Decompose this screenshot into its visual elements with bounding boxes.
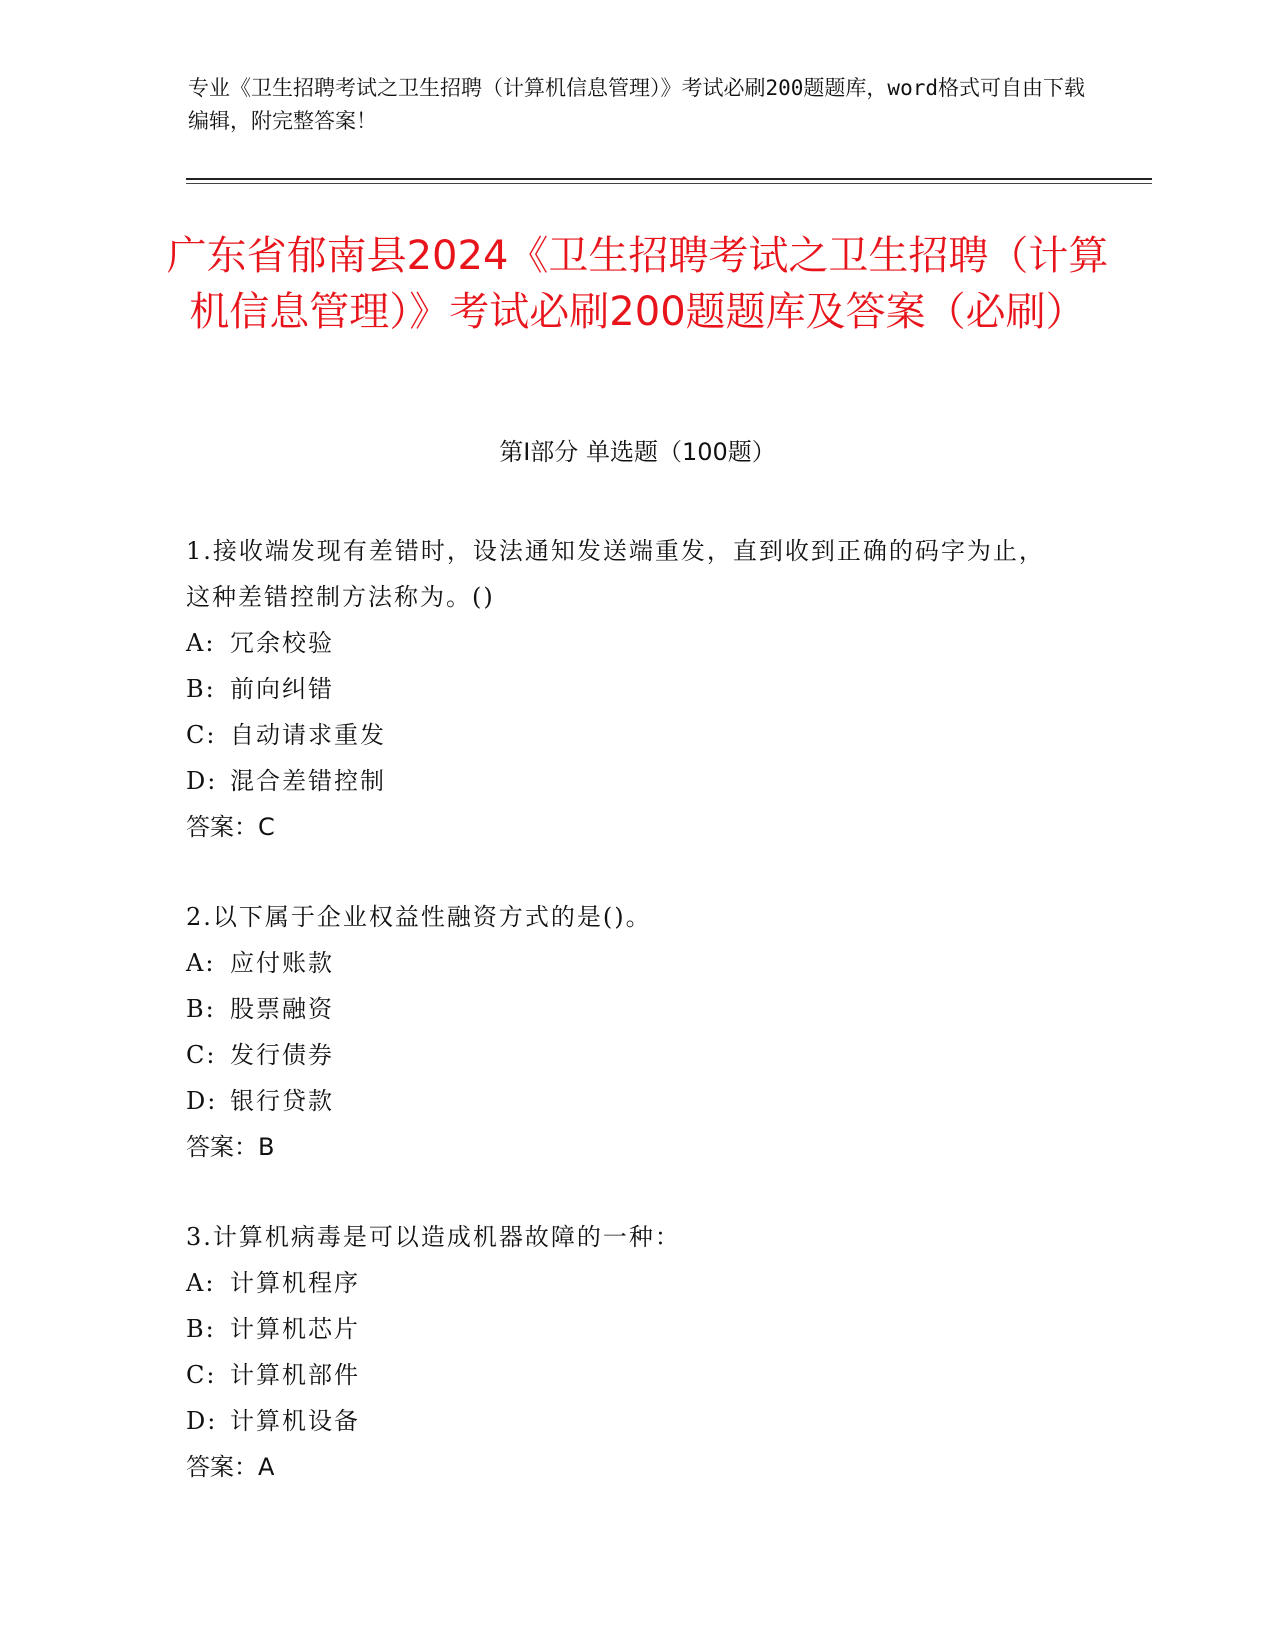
question-stem: 1.接收端发现有差错时，设法通知发送端重发，直到收到正确的码字为止，这种差错控制方法称为。() (186, 537, 1045, 611)
option-c (186, 712, 1066, 758)
option-text: 计算机芯片 (230, 1315, 360, 1343)
option-b (186, 1306, 1066, 1352)
question-3 (186, 1214, 1066, 1490)
option-text: 应付账款 (230, 949, 334, 977)
option-text: 银行贷款 (230, 1087, 334, 1115)
option-text: 发行债券 (230, 1041, 334, 1069)
option-c (186, 1032, 1066, 1078)
option-key: B: (186, 1315, 216, 1343)
section-title: 第Ⅰ部分 单选题（100题） (499, 438, 776, 466)
question-stem: 3.计算机病毒是可以造成机器故障的一种： (186, 1223, 681, 1251)
answer-line: 答案：B (186, 1133, 275, 1161)
question-stem: 2.以下属于企业权益性融资方式的是()。 (186, 903, 652, 931)
header-rule-thin (186, 183, 1152, 184)
answer-line: 答案：A (186, 1453, 275, 1481)
option-b (186, 666, 1066, 712)
option-d (186, 758, 1066, 804)
option-key: D: (186, 767, 218, 795)
option-key: B: (186, 675, 216, 703)
option-text: 前向纠错 (230, 675, 334, 703)
option-d (186, 1398, 1066, 1444)
option-key: A: (186, 1269, 216, 1297)
option-b (186, 986, 1066, 1032)
option-c (186, 1352, 1066, 1398)
option-text: 冗余校验 (230, 629, 334, 657)
option-a (186, 620, 1066, 666)
option-text: 自动请求重发 (230, 721, 386, 749)
option-key: B: (186, 995, 216, 1023)
option-a (186, 1260, 1066, 1306)
option-key: C: (186, 1041, 217, 1069)
option-key: D: (186, 1087, 218, 1115)
question-1 (186, 528, 1066, 850)
question-2 (186, 894, 1066, 1170)
question-list (186, 528, 1066, 1534)
option-key: C: (186, 721, 217, 749)
document-title: 广东省郁南县2024《卫生招聘考试之卫生招聘（计算机信息管理）》考试必刷200题题库及答案（必刷） (166, 233, 1109, 335)
header-rule-thick (186, 178, 1152, 180)
header-note: 专业《卫生招聘考试之卫生招聘（计算机信息管理）》考试必刷200题题库，word格式可自由下载编辑，附完整答案！ (188, 76, 1085, 133)
option-key: D: (186, 1407, 218, 1435)
option-text: 计算机部件 (230, 1361, 360, 1389)
option-d (186, 1078, 1066, 1124)
option-text: 计算机设备 (230, 1407, 360, 1435)
option-key: C: (186, 1361, 217, 1389)
option-text: 股票融资 (230, 995, 334, 1023)
option-text: 计算机程序 (230, 1269, 360, 1297)
option-a (186, 940, 1066, 986)
option-text: 混合差错控制 (230, 767, 386, 795)
option-key: A: (186, 949, 216, 977)
option-key: A: (186, 629, 216, 657)
answer-line: 答案：C (186, 813, 275, 841)
